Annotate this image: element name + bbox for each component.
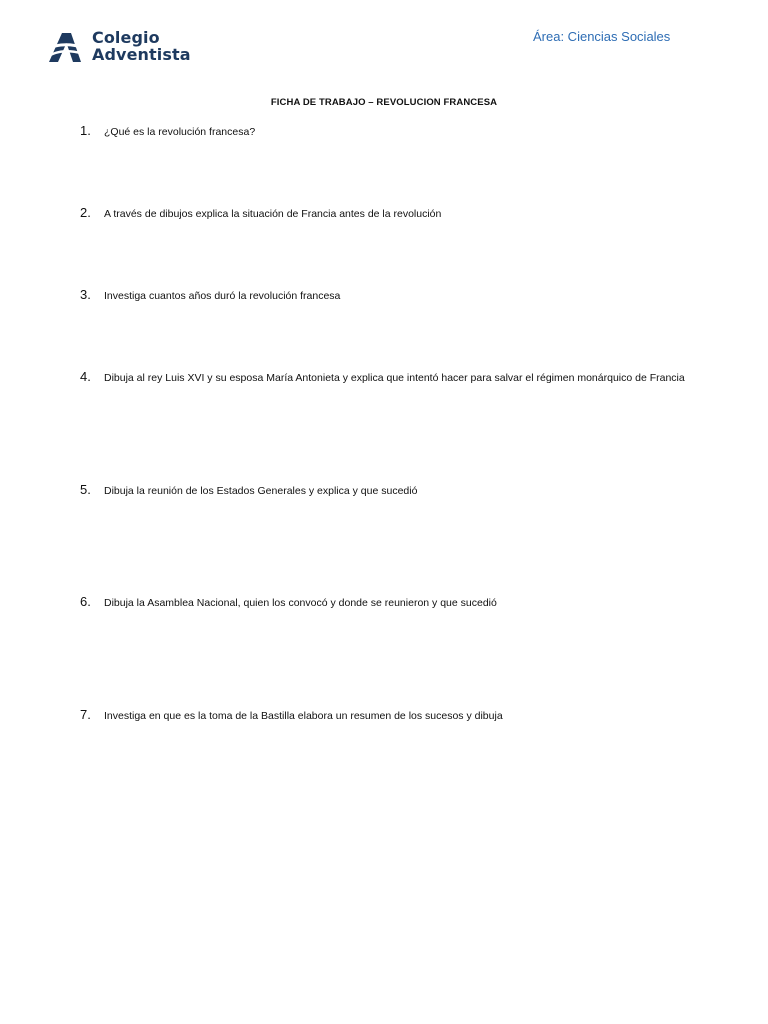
subject-area-label: Área: Ciencias Sociales: [533, 29, 671, 44]
question-text: Dibuja al rey Luis XVI y su esposa María Antonieta y explica que intentó hacer para salvar el régimen monárquico de Francia: [104, 372, 685, 384]
question-item: [80, 481, 417, 499]
school-logo: [47, 29, 217, 65]
worksheet-title: FICHA DE TRABAJO – REVOLUCION FRANCESA: [270, 97, 498, 108]
question-text: A través de dibujos explica la situación de Francia antes de la revolución: [104, 208, 442, 220]
question-item: [80, 593, 497, 611]
question-item: [80, 204, 441, 222]
question-item: [80, 706, 503, 724]
question-number: 3.: [80, 287, 91, 302]
logo-wordmark: [92, 29, 191, 63]
question-text: Investiga en que es la toma de la Bastilla elabora un resumen de los sucesos y dibuja: [104, 710, 503, 722]
question-number: 2.: [80, 205, 91, 220]
question-number: 6.: [80, 594, 91, 609]
question-number: 5.: [80, 482, 91, 497]
question-text: Dibuja la Asamblea Nacional, quien los convocó y donde se reunieron y que sucedió: [104, 597, 497, 609]
question-item: [80, 368, 685, 386]
question-number: 1.: [80, 123, 91, 138]
question-number: 4.: [80, 369, 91, 384]
question-item: [80, 122, 255, 140]
logo-line-2: Adventista: [92, 45, 191, 64]
adventist-flame-icon: [47, 31, 83, 63]
question-text: Investiga cuantos años duró la revolución francesa: [104, 290, 341, 302]
question-text: ¿Qué es la revolución francesa?: [104, 126, 256, 138]
logo-line-1: Colegio: [92, 28, 160, 47]
question-item: [80, 286, 340, 304]
question-number: 7.: [80, 707, 91, 722]
question-text: Dibuja la reunión de los Estados Generales y explica y que sucedió: [104, 485, 418, 497]
